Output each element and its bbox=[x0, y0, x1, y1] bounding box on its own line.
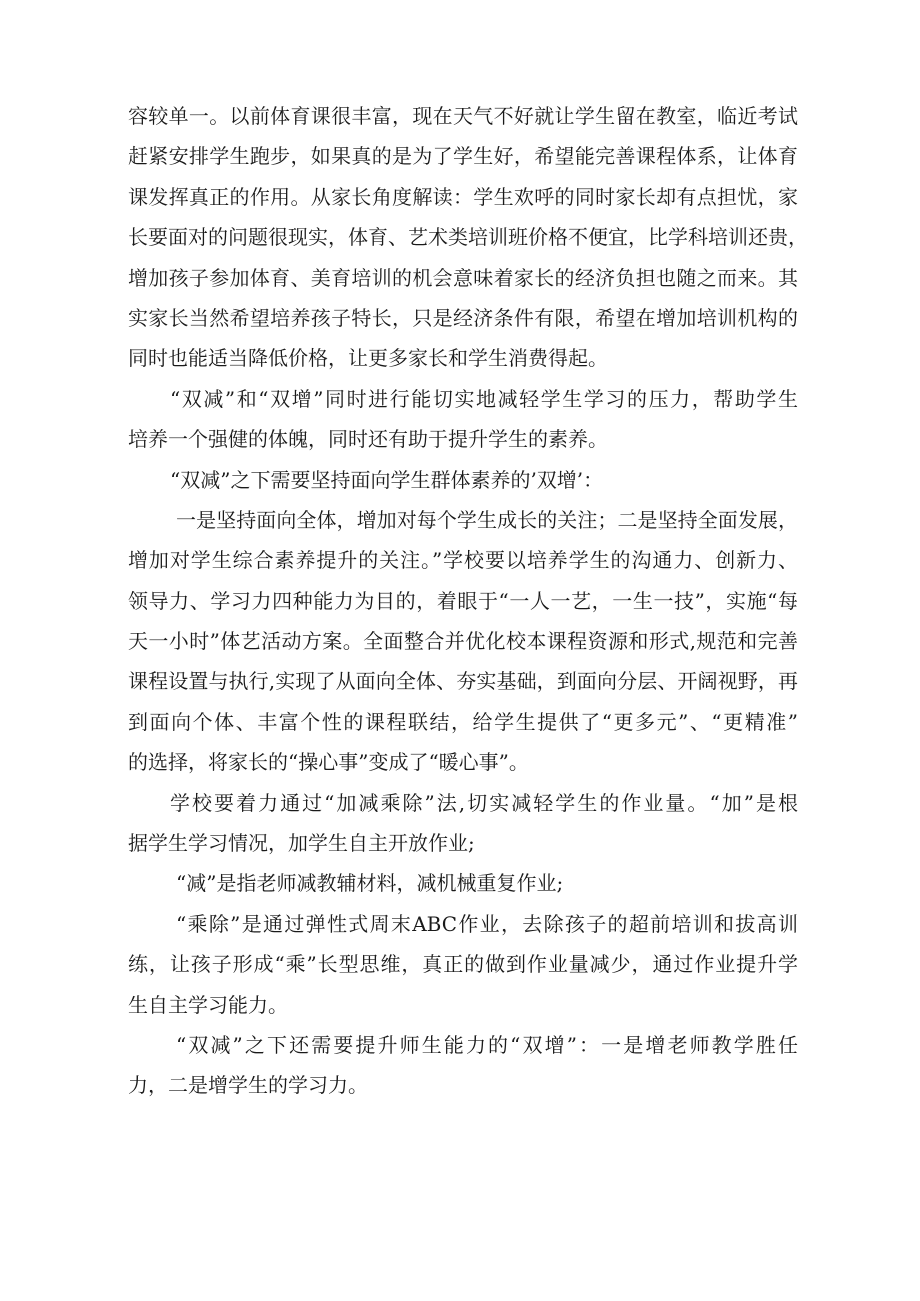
text-line: 天一小时”体艺活动方案。全面整合并优化校本课程资源和形式,规范和完善 bbox=[128, 629, 798, 654]
paragraph-add-subtract-method bbox=[128, 783, 798, 864]
text-line: 增加孩子参加体育、美育培训的机会意味着家长的经济负担也随之而来。其 bbox=[128, 265, 798, 290]
paragraph-school-measures bbox=[128, 500, 798, 783]
text-line: 课程设置与执行,实现了从面向全体、夯实基础，到面向分层、开阔视野，再 bbox=[128, 669, 798, 694]
text-line: “减”是指老师减教辅材料，减机械重复作业; bbox=[176, 871, 564, 896]
paragraph-double-increase-heading bbox=[128, 460, 798, 500]
paragraph-multiply-divide bbox=[128, 904, 798, 1025]
text-line: 长要面对的问题很现实，体育、艺术类培训班价格不便宜，比学科培训还贵， bbox=[128, 225, 808, 250]
text-line: 赶紧安排学生跑步，如果真的是为了学生好，希望能完善课程体系，让体育 bbox=[128, 144, 798, 169]
text-line: 到面向个体、丰富个性的课程联结，给学生提供了“更多元”、“更精准” bbox=[128, 709, 798, 734]
text-line: 练，让孩子形成“乘”长型思维，真正的做到作业量减少，通过作业提升学 bbox=[128, 952, 798, 977]
text-line: 的选择，将家长的“操心事”变成了“暖心事”。 bbox=[128, 750, 529, 775]
text-line: “双减”之下还需要提升师生能力的“双增”：一是增老师教学胜任 bbox=[176, 1032, 798, 1057]
text-line: 培养一个强健的体魄，同时还有助于提升学生的素养。 bbox=[128, 427, 608, 452]
text-line: 力，二是增学生的学习力。 bbox=[128, 1073, 368, 1098]
text-line: 增加对学生综合素养提升的关注。”学校要以培养学生的沟通力、创新力、 bbox=[128, 548, 798, 573]
text-line: “乘除”是通过弹性式周末ABC作业，去除孩子的超前培训和拔高训 bbox=[176, 911, 798, 936]
text-line: 一是坚持面向全体，增加对每个学生成长的关注；二是坚持全面发展， bbox=[176, 507, 798, 532]
text-line: 领导力、学习力四种能力为目的，着眼于“一人一艺，一生一技”，实施“每 bbox=[128, 588, 798, 613]
paragraph-subtract bbox=[128, 863, 798, 903]
text-line: “双减”之下需要坚持面向学生群体素养的’双增’： bbox=[170, 467, 604, 492]
text-line: “双减”和“双增”同时进行能切实地减轻学生学习的压力，帮助学生 bbox=[170, 386, 798, 411]
text-line: 容较单一。以前体育课很丰富，现在天气不好就让学生留在教室，临近考试 bbox=[128, 104, 798, 128]
text-line: 同时也能适当降低价格，让更多家长和学生消费得起。 bbox=[128, 346, 608, 371]
text-line: 实家长当然希望培养孩子特长，只是经济条件有限，希望在增加培训机构的 bbox=[128, 305, 798, 330]
paragraph-family-concerns bbox=[128, 96, 808, 379]
paragraph-teacher-student-ability bbox=[128, 1025, 798, 1106]
text-line: 学校要着力通过“加减乘除”法,切实减轻学生的作业量。“加”是根 bbox=[170, 790, 798, 815]
text-line: 课发挥真正的作用。从家长角度解读：学生欢呼的同时家长却有点担忧，家 bbox=[128, 184, 798, 209]
document-body bbox=[128, 96, 808, 1106]
text-line: 生自主学习能力。 bbox=[128, 992, 288, 1017]
text-line: 据学生学习情况，加学生自主开放作业; bbox=[128, 831, 475, 856]
paragraph-double-reduction-benefit bbox=[128, 379, 798, 460]
